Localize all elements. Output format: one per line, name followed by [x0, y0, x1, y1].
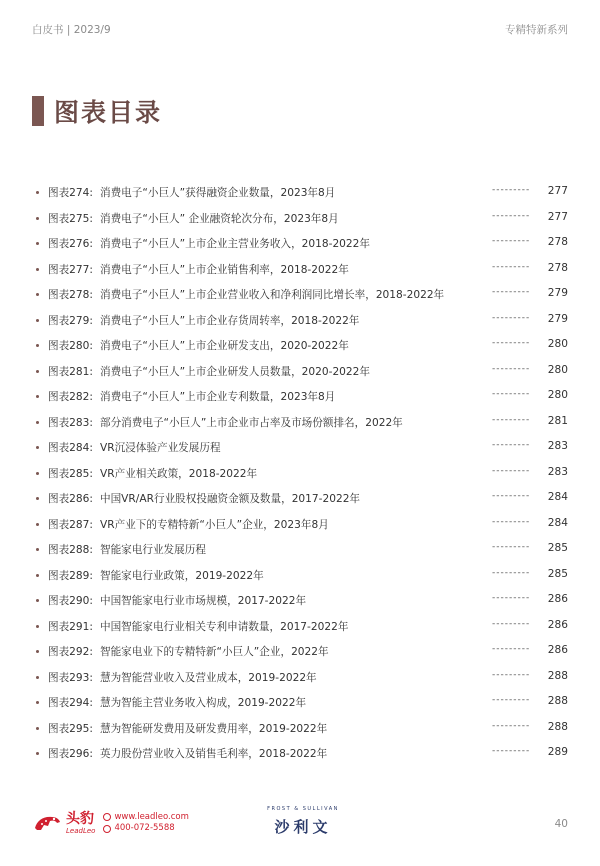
toc-page-number: 283: [547, 440, 568, 452]
toc-row[interactable]: [36, 590, 568, 616]
toc-label: 图表275:: [48, 212, 93, 225]
website-link[interactable]: www.leadleo.com: [114, 811, 189, 822]
toc-label: 图表281:: [48, 365, 93, 378]
toc-leader: ---------: [492, 312, 531, 323]
toc-row[interactable]: [36, 386, 568, 412]
toc-leader: ---------: [492, 542, 531, 552]
toc-leader: ---------: [492, 185, 531, 195]
toc-leader: ---------: [492, 287, 531, 297]
toc-label: 图表293:: [48, 671, 93, 684]
toc-page-number: 277: [547, 210, 568, 223]
toc-row[interactable]: [36, 514, 568, 540]
toc-leader: ---------: [492, 261, 531, 272]
toc-label: 图表283:: [48, 416, 93, 429]
toc-row[interactable]: [36, 233, 568, 259]
toc-page-number: 286: [547, 593, 568, 605]
toc-title: 慧为智能主营业务收入构成，2019-2022年: [100, 697, 307, 709]
bullet-icon: [36, 370, 39, 373]
bullet-icon: [36, 574, 39, 577]
toc-page-number: 279: [547, 287, 568, 299]
toc-title: 慧为智能营业收入及营业成本，2019-2022年: [100, 671, 317, 684]
toc-title: 中国智能家电行业相关专利申请数量，2017-2022年: [100, 620, 349, 633]
toc-leader: ---------: [492, 720, 531, 731]
toc-leader: ---------: [492, 363, 531, 374]
toc-title: 消费电子“小巨人”上市企业研发支出，2020-2022年: [100, 340, 349, 352]
toc-label: 图表290:: [48, 595, 93, 607]
toc-leader: ---------: [492, 695, 531, 705]
table-of-contents: [36, 182, 568, 769]
header-left: 白皮书 | 2023/9: [32, 24, 111, 36]
toc-label: 图表280:: [48, 340, 93, 352]
contact-info: [103, 812, 188, 834]
toc-title: 慧为智能研发费用及研发费用率，2019-2022年: [100, 722, 328, 735]
bullet-icon: [36, 752, 39, 755]
globe-icon: [103, 813, 111, 821]
toc-label: 图表285:: [48, 467, 93, 480]
toc-title: 消费电子“小巨人”上市企业专利数量，2023年8月: [100, 391, 336, 403]
bullet-icon: [36, 650, 39, 653]
toc-row[interactable]: [36, 259, 568, 285]
toc-page-number: 285: [547, 567, 568, 580]
toc-label: 图表284:: [48, 442, 93, 454]
toc-row[interactable]: [36, 565, 568, 591]
toc-label: 图表288:: [48, 544, 93, 556]
toc-row[interactable]: [36, 539, 568, 565]
toc-page-number: 283: [547, 465, 568, 478]
toc-title: 英力股份营业收入及销售毛利率，2018-2022年: [100, 748, 328, 760]
toc-label: 图表274:: [48, 187, 93, 199]
toc-page-number: 280: [547, 338, 568, 350]
toc-title: 部分消费电子“小巨人”上市企业市占率及市场份额排名，2022年: [100, 416, 403, 429]
toc-row[interactable]: [36, 361, 568, 387]
toc-row[interactable]: [36, 412, 568, 438]
bullet-icon: [36, 421, 39, 424]
leadleo-logo: [32, 808, 189, 838]
toc-title: 智能家电业下的专精特新“小巨人”企业，2022年: [100, 646, 329, 658]
phone-icon: [103, 825, 111, 833]
bullet-icon: [36, 344, 39, 347]
toc-leader: ---------: [492, 236, 531, 246]
bullet-icon: [36, 319, 39, 322]
toc-page-number: 277: [547, 185, 568, 197]
toc-title: 中国智能家电行业市场规模，2017-2022年: [100, 595, 307, 607]
frost-sullivan-logo: [258, 806, 348, 837]
toc-title: 中国VR/AR行业股权投融资金额及数量，2017-2022年: [100, 493, 361, 505]
toc-label: 图表276:: [48, 238, 93, 250]
leopard-icon: [32, 808, 62, 838]
toc-title: 智能家电行业发展历程: [100, 544, 206, 556]
toc-page-number: 288: [547, 695, 568, 707]
phone-number: 400-072-5588: [114, 823, 175, 833]
toc-row[interactable]: [36, 437, 568, 463]
page-title: 图表目录: [54, 98, 163, 127]
toc-page-number: 280: [547, 363, 568, 376]
toc-page-number: 284: [547, 516, 568, 529]
bullet-icon: [36, 676, 39, 679]
toc-label: 图表292:: [48, 646, 93, 658]
toc-leader: ---------: [492, 567, 531, 578]
toc-title: 消费电子“小巨人”上市企业销售利率，2018-2022年: [100, 263, 349, 276]
toc-row[interactable]: [36, 616, 568, 642]
bullet-icon: [36, 446, 39, 449]
bullet-icon: [36, 217, 39, 220]
toc-leader: ---------: [492, 414, 531, 425]
toc-title: 消费电子“小巨人”上市企业主营业务收入，2018-2022年: [100, 238, 370, 250]
toc-row[interactable]: [36, 208, 568, 234]
brand-name: [66, 812, 95, 835]
brand-name-en: LeadLeo: [66, 826, 96, 835]
toc-page-number: 285: [547, 542, 568, 554]
toc-title: 消费电子“小巨人” 企业融资轮次分布，2023年8月: [100, 212, 339, 225]
toc-leader: ---------: [492, 440, 531, 450]
toc-title: 消费电子“小巨人”上市企业营业收入和净利润同比增长率，2018-2022年: [100, 289, 445, 301]
toc-leader: ---------: [492, 389, 531, 399]
toc-label: 图表277:: [48, 263, 93, 276]
toc-page-number: 289: [547, 746, 568, 758]
toc-title: VR沉浸体验产业发展历程: [100, 442, 221, 454]
toc-label: 图表282:: [48, 391, 93, 403]
bullet-icon: [36, 548, 39, 551]
toc-title: 消费电子“小巨人”获得融资企业数量，2023年8月: [100, 187, 336, 199]
bullet-icon: [36, 523, 39, 526]
toc-label: 图表289:: [48, 569, 93, 582]
toc-row[interactable]: [36, 667, 568, 693]
toc-leader: ---------: [492, 593, 531, 603]
toc-label: 图表286:: [48, 493, 93, 505]
bullet-icon: [36, 242, 39, 245]
toc-leader: ---------: [492, 338, 531, 348]
toc-row[interactable]: [36, 335, 568, 361]
toc-label: 图表291:: [48, 620, 93, 633]
toc-row[interactable]: [36, 641, 568, 667]
toc-page-number: 288: [547, 669, 568, 682]
bullet-icon: [36, 727, 39, 730]
toc-title: 智能家电行业政策，2019-2022年: [100, 569, 264, 582]
toc-leader: ---------: [492, 210, 531, 221]
page-title-wrap: [32, 96, 162, 126]
page-number: 40: [554, 818, 568, 830]
toc-page-number: 284: [547, 491, 568, 503]
header-right: 专精特新系列: [505, 24, 568, 36]
toc-label: 图表287:: [48, 518, 93, 531]
toc-page-number: 278: [547, 236, 568, 248]
toc-row[interactable]: [36, 310, 568, 336]
toc-page-number: 288: [547, 720, 568, 733]
bullet-icon: [36, 497, 39, 500]
bullet-icon: [36, 472, 39, 475]
toc-row[interactable]: [36, 182, 568, 208]
toc-page-number: 286: [547, 618, 568, 631]
toc-label: 图表278:: [48, 289, 93, 301]
toc-leader: ---------: [492, 491, 531, 501]
toc-leader: ---------: [492, 669, 531, 680]
toc-row[interactable]: [36, 284, 568, 310]
toc-page-number: 281: [547, 414, 568, 427]
toc-row[interactable]: [36, 692, 568, 718]
bullet-icon: [36, 293, 39, 296]
bullet-icon: [36, 268, 39, 271]
toc-label: 图表296:: [48, 748, 93, 760]
toc-leader: ---------: [492, 644, 531, 654]
title-accent-bar: [32, 96, 44, 126]
toc-leader: ---------: [492, 746, 531, 756]
toc-row[interactable]: [36, 488, 568, 514]
toc-row[interactable]: [36, 718, 568, 744]
toc-page-number: 278: [547, 261, 568, 274]
toc-label: 图表279:: [48, 314, 93, 327]
toc-row[interactable]: [36, 463, 568, 489]
toc-row[interactable]: [36, 743, 568, 769]
partner-name-en: FROST & SULLIVAN: [267, 806, 339, 812]
brand-name-cn: 头豹: [66, 810, 94, 827]
bullet-icon: [36, 625, 39, 628]
toc-title: 消费电子“小巨人”上市企业存货周转率，2018-2022年: [100, 314, 360, 327]
bullet-icon: [36, 701, 39, 704]
bullet-icon: [36, 599, 39, 602]
toc-leader: ---------: [492, 465, 531, 476]
toc-title: VR产业下的专精特新“小巨人”企业，2023年8月: [100, 518, 329, 531]
partner-name-cn: 沙利文: [274, 818, 332, 836]
toc-leader: ---------: [492, 516, 531, 527]
toc-leader: ---------: [492, 618, 531, 629]
toc-label: 图表295:: [48, 722, 93, 735]
toc-title: VR产业相关政策，2018-2022年: [100, 467, 258, 480]
toc-title: 消费电子“小巨人”上市企业研发人员数量，2020-2022年: [100, 365, 370, 378]
toc-label: 图表294:: [48, 697, 93, 709]
toc-page-number: 279: [547, 312, 568, 325]
bullet-icon: [36, 191, 39, 194]
bullet-icon: [36, 395, 39, 398]
toc-page-number: 280: [547, 389, 568, 401]
toc-page-number: 286: [547, 644, 568, 656]
